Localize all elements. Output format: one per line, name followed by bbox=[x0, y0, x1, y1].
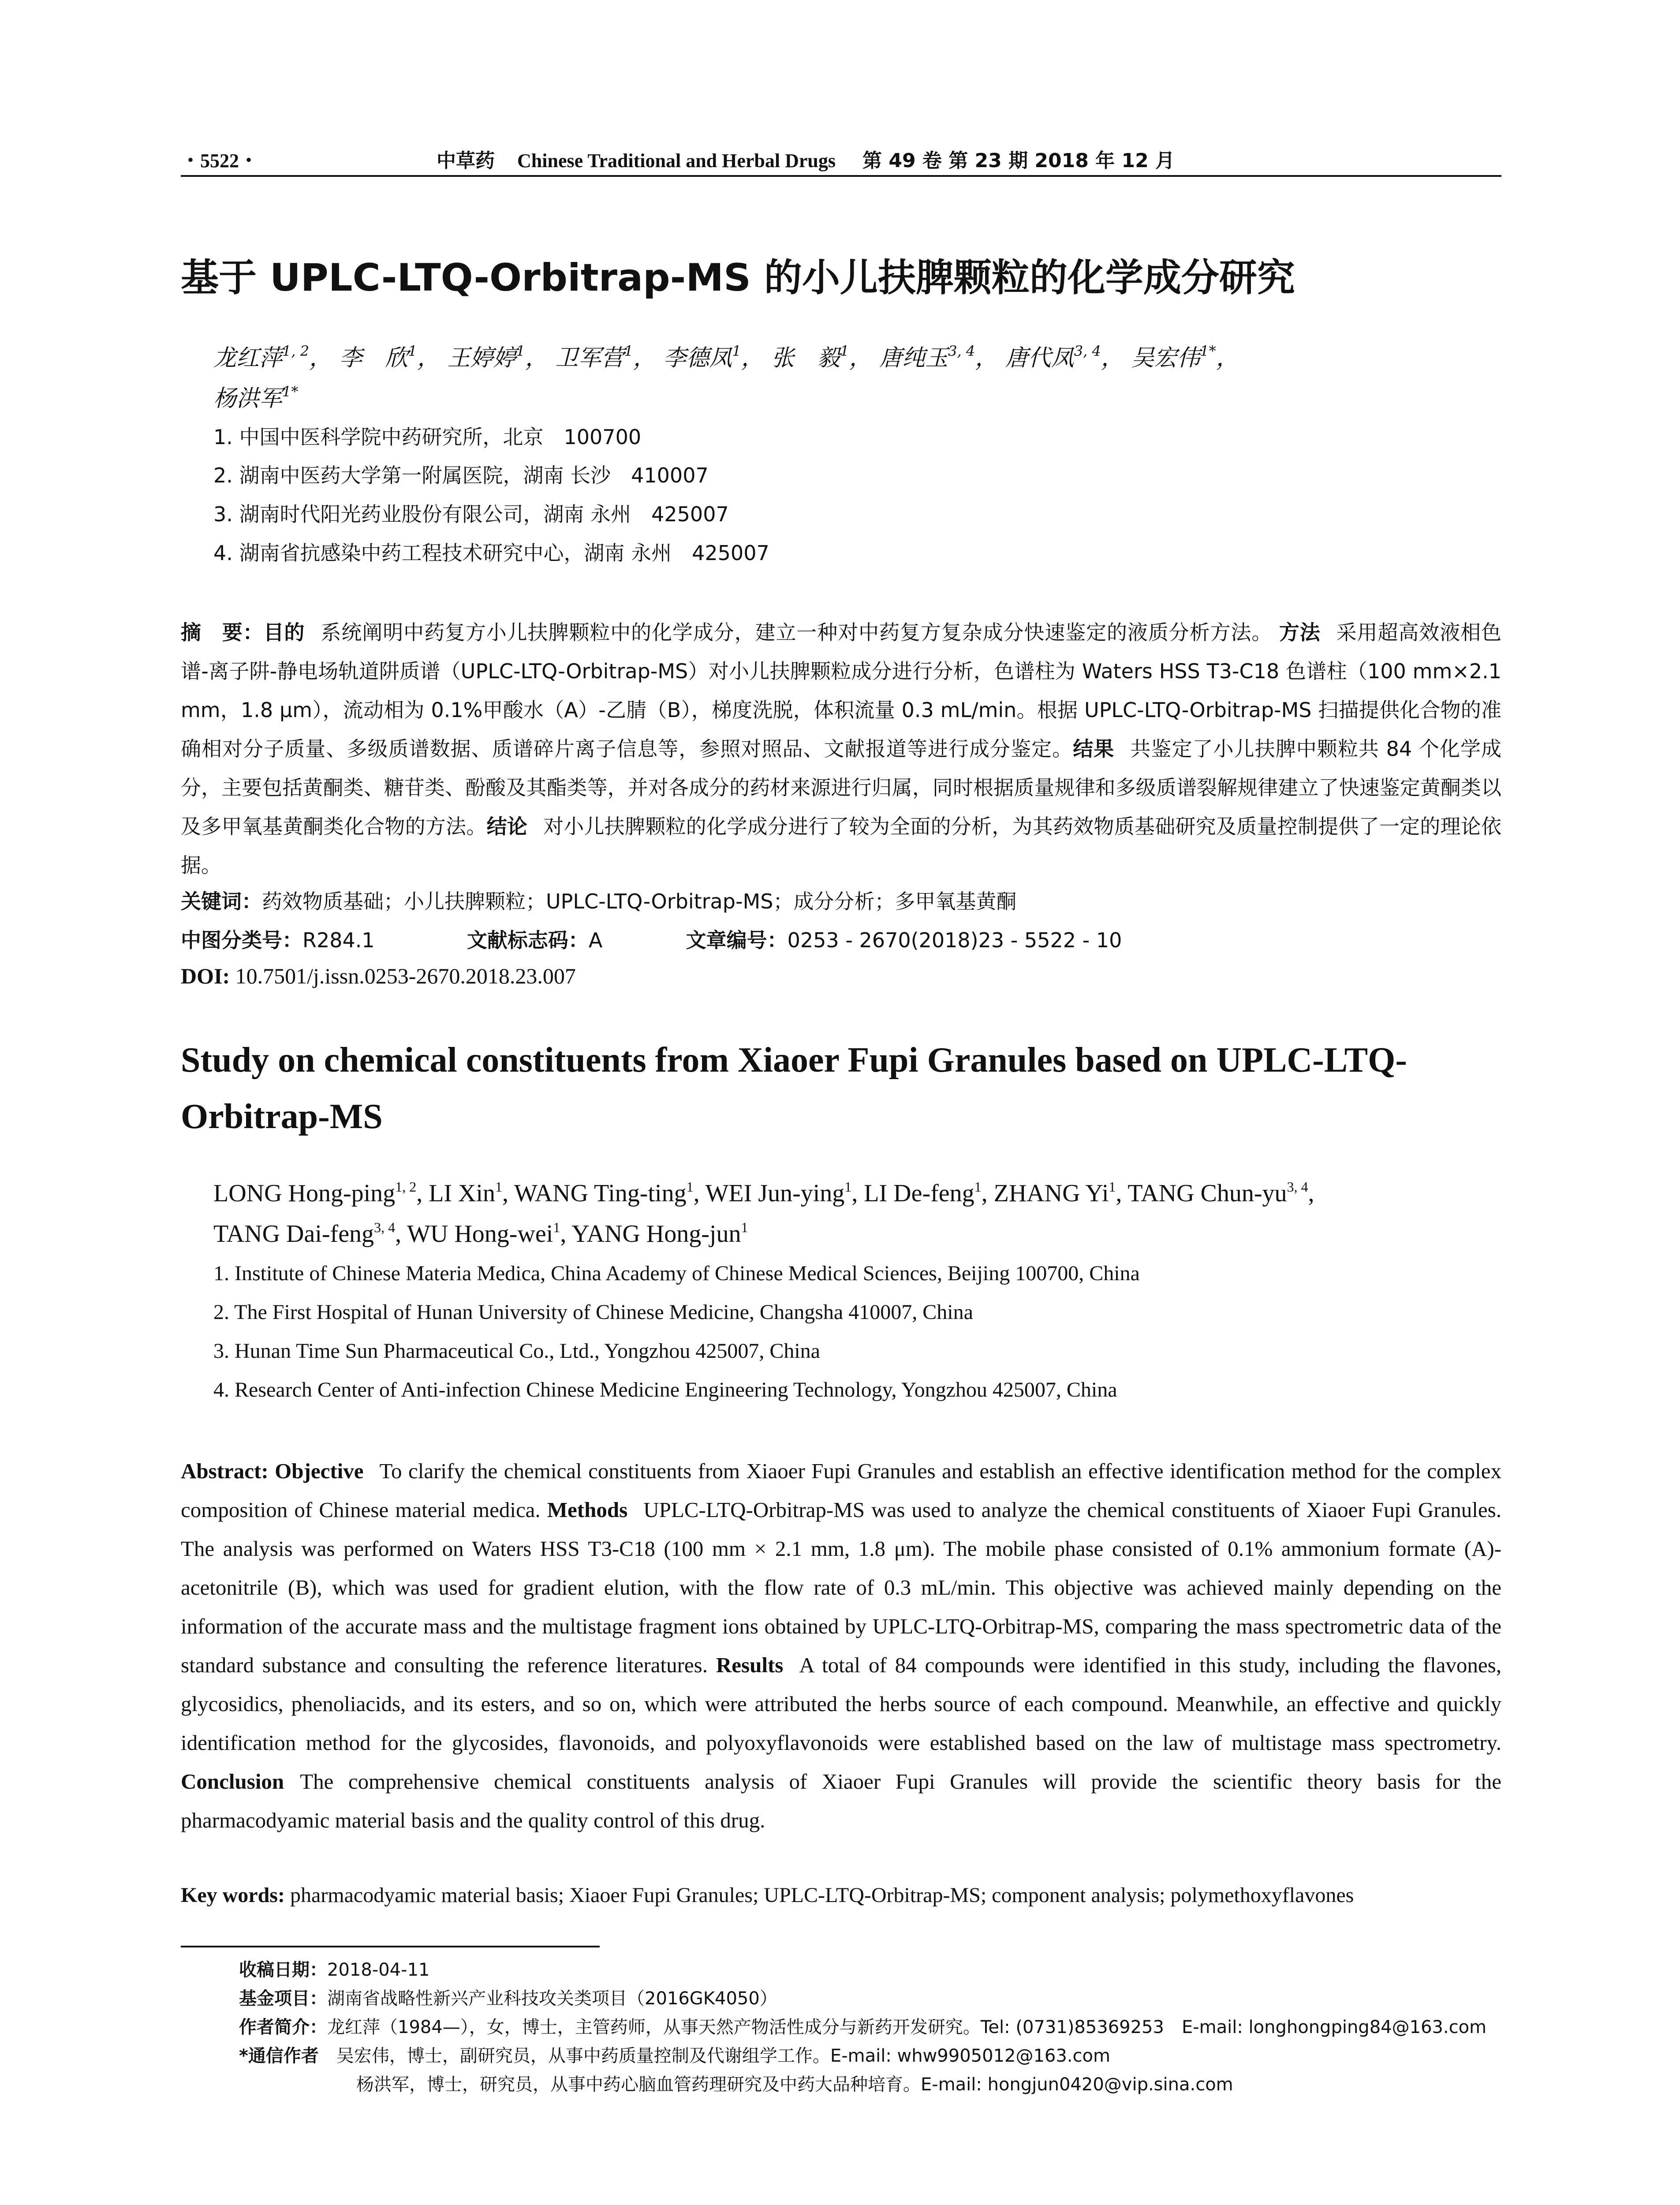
author-en: TANG Chun-yu$^{3, 4}$ bbox=[1127, 1179, 1308, 1207]
footnote-corresponding: *通信作者 吴宏伟，博士，副研究员，从事中药质量控制及代谢组学工作。E-mail: whw9905012@163.com bbox=[239, 2046, 1110, 2066]
authors-cn: 龙红萍$^{1, 2}$， 李 欣$^1$， 王婷婷$^1$， 卫军营$^1$， 李德凤$^1$， 张 毅$^1$， 唐纯玉$^{3, 4}$， 唐代凤$^{3, 4}$， 吴宏伟$^{1*}$， 杨洪军$^{1*}$ bbox=[213, 343, 1239, 412]
methods-label-en: Methods bbox=[547, 1498, 628, 1522]
footnote-author-bio: 作者简介：龙红萍（1984—），女，博士，主管药师，从事天然产物活性成分与新药开发研究。Tel: (0731)85369253 E-mail: longhongping84@163.com bbox=[239, 2017, 1487, 2037]
author-en: LI De-feng$^1$ bbox=[864, 1179, 982, 1207]
affiliation-en-4: 4. Research Center of Anti-infection Chinese Medicine Engineering Technology, Yongzhou 425007, China bbox=[213, 1378, 1117, 1401]
affiliation-cn-2: 2. 湖南中医药大学第一附属医院，湖南 长沙 410007 bbox=[213, 463, 709, 487]
footnote-fund: 基金项目：湖南省战略性新兴产业科技攻关类项目（2016GK4050） bbox=[239, 1988, 777, 2009]
methods-cn: 采用超高效液相色谱-离子阱-静电场轨道阱质谱（UPLC-LTQ-Orbitrap-MS）对小儿扶脾颗粒成分进行分析，色谱柱为 Waters HSS T3-C18 色谱柱（100 mm×2.1 mm，1.8 μm），流动相为 0.1%甲酸水（A）-乙腈（B），梯度洗脱，体积流量 0.3 mL/min。根据 UPLC-LTQ-Orbitrap-MS 扫描提供化合物的准确相对分子质量、多级质谱数据、质谱碎片离子信息等，参照对照品、文献报道等进行成分鉴定。 bbox=[181, 620, 1502, 761]
affiliation-en-2: 2. The First Hospital of Hunan University of Chinese Medicine, Changsha 410007, China bbox=[213, 1301, 973, 1324]
objective-label-en: Objective bbox=[275, 1459, 364, 1483]
author-cn: 王婷婷$^1$ bbox=[447, 343, 525, 371]
footnote-received: 收稿日期：2018-04-11 bbox=[239, 1960, 430, 1980]
conclusion-label-en: Conclusion bbox=[181, 1769, 284, 1794]
page-number: ・5522・ bbox=[181, 150, 258, 172]
title-cn: 基于 UPLC-LTQ-Orbitrap-MS 的小儿扶脾颗粒的化学成分研究 bbox=[181, 256, 1295, 300]
clc-number: R284.1 bbox=[302, 928, 375, 952]
objective-en: To clarify the chemical constituents from Xiaoer Fupi Granules and establish an effective identification method for the complex composition of Chinese material medica. bbox=[181, 1459, 1502, 1522]
author-cn: 杨洪军$^{1*}$ bbox=[213, 383, 299, 412]
affiliation-en-3: 3. Hunan Time Sun Pharmaceutical Co., Ltd., Yongzhou 425007, China bbox=[213, 1339, 820, 1363]
methods-en: UPLC-LTQ-Orbitrap-MS was used to analyze the chemical constituents of Xiaoer Fupi Granules. The analysis was performed on Waters HSS T3-C18 (100 mm × 2.1 mm, 1.8 μm). The mobile phase consisted of 0.1% ammonium formate (A)-acetonitrile (B), which was used for gradient elution, with the flow rate of 0.3 mL/min. This objective was achieved mainly depending on the information of the accurate mass and the multistage fragment ions obtained by UPLC-LTQ-Orbitrap-MS, comparing the mass spectrometric data of the standard substance and consulting the reference literatures. bbox=[181, 1498, 1501, 1677]
conclusion-label-cn: 结论 bbox=[486, 815, 528, 838]
author-cn: 唐代凤$^{3, 4}$ bbox=[1005, 343, 1101, 371]
doi-line: DOI: 10.7501/j.issn.0253-2670.2018.23.007 bbox=[181, 964, 576, 988]
author-cn: 李德凤$^1$ bbox=[663, 343, 741, 371]
author-en: TANG Dai-feng$^{3, 4}$ bbox=[213, 1219, 396, 1248]
author-en: WANG Ting-ting$^1$ bbox=[514, 1179, 694, 1207]
affiliation-en-1: 1. Institute of Chinese Materia Medica, China Academy of Chinese Medical Sciences, Beijing 100700, China bbox=[213, 1262, 1140, 1285]
results-en: A total of 84 compounds were identified in this study, including the flavones, glycosidics, phenoliacids, and its esters, and so on, which were attributed the herbs source of each compound. Meanwhile, an effective and quickly identification method for the glycosides, flavonoids, and polyoxyflavonoids were established based on the law of multistage mass spectrometry. bbox=[181, 1653, 1501, 1755]
authors-en: LONG Hong-ping$^{1, 2}$, LI Xin$^1$, WANG Ting-ting$^1$, WEI Jun-ying$^1$, LI De-feng$^1$, ZHANG Yi$^1$, TANG Chun-yu$^{3, 4}$, TANG Dai-feng$^{3, 4}$, WU Hong-wei$^1$, YANG Hong-jun$^1$ bbox=[213, 1179, 1314, 1248]
author-cn: 卫军营$^1$ bbox=[555, 343, 633, 371]
author-en: WU Hong-wei$^1$ bbox=[407, 1219, 560, 1248]
abstract-en bbox=[181, 1452, 1501, 1840]
article-number: 0253 - 2670(2018)23 - 5522 - 10 bbox=[787, 928, 1122, 952]
results-label-cn: 结果 bbox=[1073, 737, 1115, 761]
abstract-cn-label: 摘 要： bbox=[181, 620, 264, 644]
author-en: ZHANG Yi$^1$ bbox=[993, 1179, 1116, 1207]
journal-line bbox=[437, 145, 1175, 173]
header-rule bbox=[181, 175, 1501, 177]
footnote-rule bbox=[181, 1946, 600, 1947]
author-cn: 李 欣$^1$ bbox=[339, 343, 417, 371]
classification-line: 中图分类号：R284.1 文献标志码：A 文章编号：0253 - 2670(2018)23 - 5522 - 10 bbox=[181, 928, 1122, 952]
keywords-cn: 关键词：药效物质基础；小儿扶脾颗粒；UPLC-LTQ-Orbitrap-MS；成分分析；多甲氧基黄酮 bbox=[181, 889, 1017, 913]
affiliation-cn-3: 3. 湖南时代阳光药业股份有限公司，湖南 永州 425007 bbox=[213, 502, 729, 526]
conclusion-cn: 对小儿扶脾颗粒的化学成分进行了较为全面的分析，为其药效物质基础研究及质量控制提供了一定的理论依据。 bbox=[181, 815, 1502, 877]
author-en: LI Xin$^1$ bbox=[429, 1179, 503, 1207]
doi: 10.7501/j.issn.0253-2670.2018.23.007 bbox=[235, 964, 576, 988]
affiliation-cn-4: 4. 湖南省抗感染中药工程技术研究中心，湖南 永州 425007 bbox=[213, 541, 769, 565]
affiliation-cn-1: 1. 中国中医科学院中药研究所，北京 100700 bbox=[213, 425, 642, 449]
author-en: WEI Jun-ying$^1$ bbox=[705, 1179, 852, 1207]
results-label-en: Results bbox=[716, 1653, 784, 1677]
title-en: Study on chemical constituents from Xiaoer Fupi Granules based on UPLC-LTQ-Orbitrap-MS bbox=[181, 1041, 1407, 1136]
abstract-en-label: Abstract: bbox=[181, 1459, 269, 1483]
author-cn: 龙红萍$^{1, 2}$ bbox=[213, 343, 310, 371]
document-code: A bbox=[588, 928, 603, 952]
results-cn: 共鉴定了小儿扶脾中颗粒共 84 个化学成分，主要包括黄酮类、糖苷类、酚酸及其酯类等，并对各成分的药材来源进行归属，同时根据质量规律和多级质谱裂解规律建立了快速鉴定黄酮类以及多甲氧基黄酮类化合物的方法。 bbox=[181, 737, 1502, 838]
author-cn: 唐纯玉$^{3, 4}$ bbox=[879, 343, 975, 371]
footnote-corresponding-2: 杨洪军，博士，研究员，从事中药心脑血管药理研究及中药大品种培育。E-mail: hongjun0420@vip.sina.com bbox=[356, 2074, 1233, 2095]
author-cn: 张 毅$^1$ bbox=[771, 343, 849, 371]
objective-cn: 系统阐明中药复方小儿扶脾颗粒中的化学成分，建立一种对中药复方复杂成分快速鉴定的液质分析方法。 bbox=[321, 620, 1273, 644]
issue-info: 第 49 卷 第 23 期 2018 年 12 月 bbox=[862, 149, 1175, 172]
conclusion-en: The comprehensive chemical constituents analysis of Xiaoer Fupi Granules will provide the scientific theory basis for the pharmacodyamic material basis and the quality control of this drug. bbox=[181, 1769, 1501, 1832]
author-cn: 吴宏伟$^{1*}$ bbox=[1131, 343, 1216, 371]
keywords-en: Key words: pharmacodyamic material basis; Xiaoer Fupi Granules; UPLC-LTQ-Orbitrap-MS; component analysis; polymethoxyflavones bbox=[181, 1884, 1354, 1907]
journal-name-cn: 中草药 bbox=[437, 149, 495, 172]
abstract-cn bbox=[181, 613, 1501, 885]
running-header bbox=[181, 140, 1501, 176]
author-en: LONG Hong-ping$^{1, 2}$ bbox=[213, 1179, 417, 1207]
methods-label-cn: 方法 bbox=[1279, 620, 1321, 644]
objective-label-cn: 目的 bbox=[263, 620, 305, 644]
author-en: YANG Hong-jun$^1$ bbox=[571, 1219, 748, 1248]
journal-name-en: Chinese Traditional and Herbal Drugs bbox=[517, 150, 836, 172]
